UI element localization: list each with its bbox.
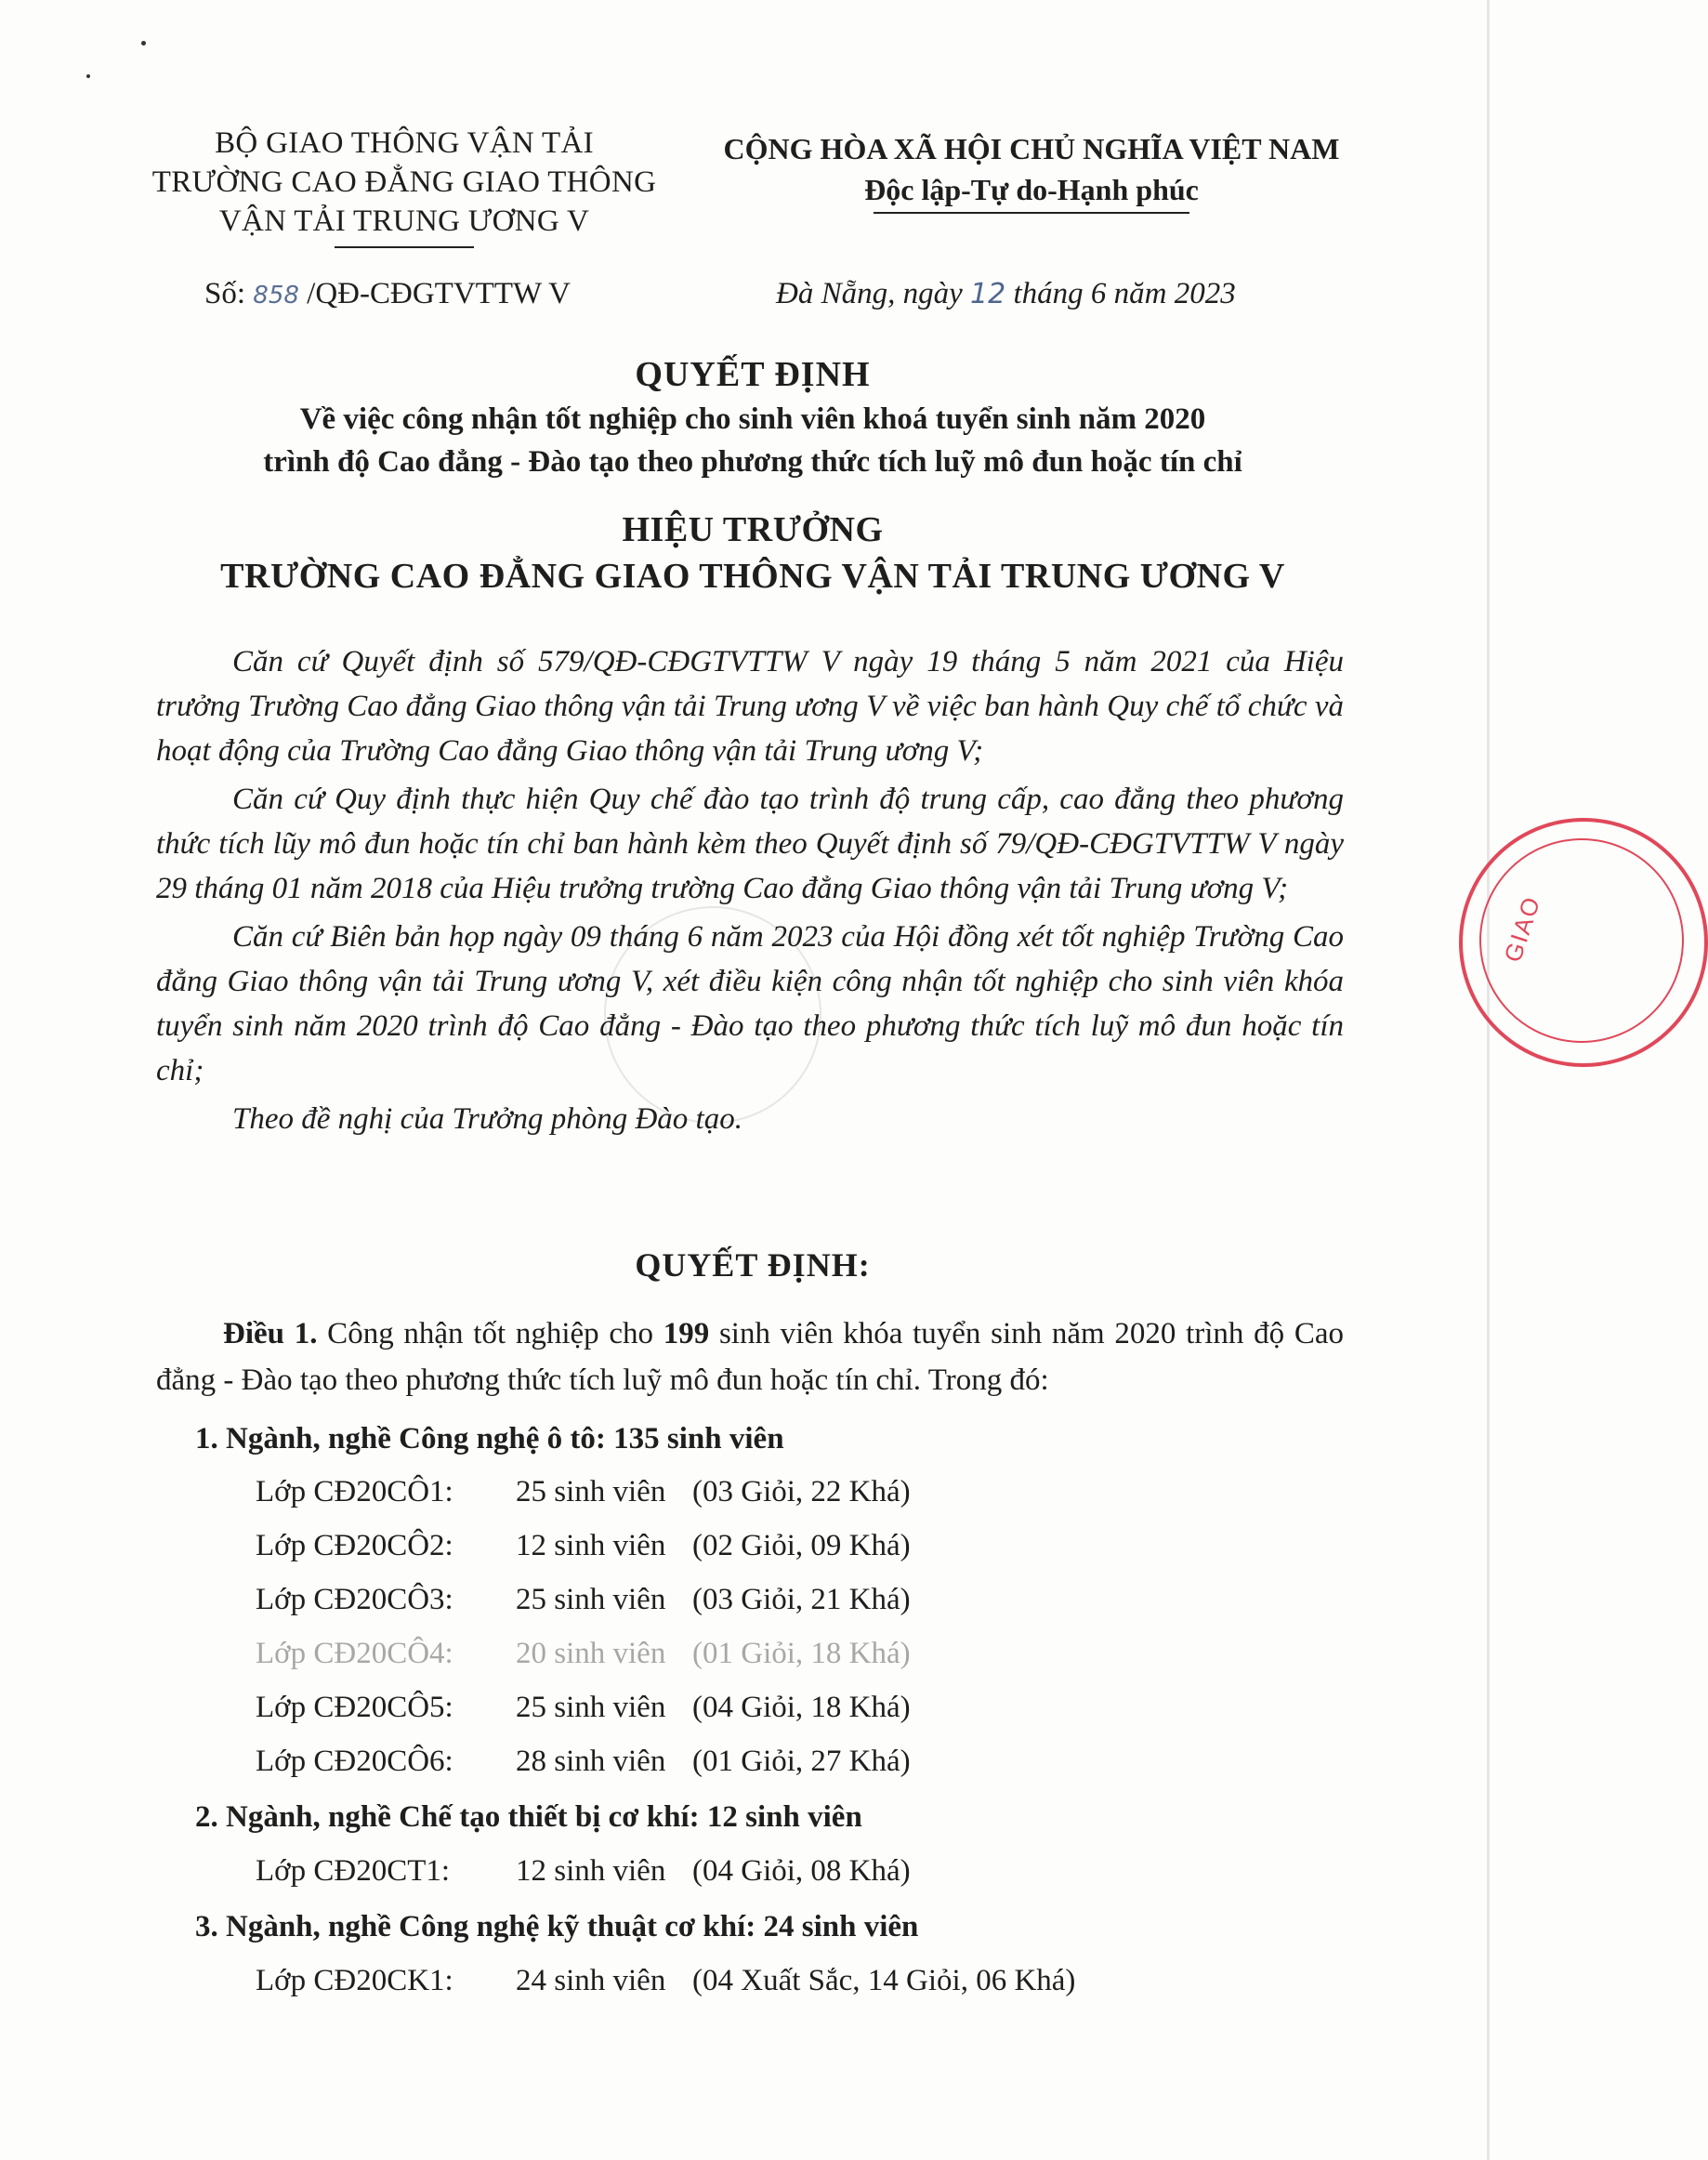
class-name: Lớp CĐ20CÔ2: <box>256 1529 453 1562</box>
class-detail: (02 Giỏi, 09 Khá) <box>692 1529 911 1562</box>
class-count: 12 sinh viên <box>516 1529 666 1562</box>
article-text: sinh viên khóa tuyển sinh năm 2020 trình độ Cao đẳng - Đào tạo theo phương thức tích luỹ mô đun hoặc tín chỉ. Trong đó: <box>156 1317 1344 1397</box>
motto-underline <box>874 212 1189 214</box>
date-prefix: Đà Nẵng, ngày <box>776 277 970 310</box>
major-heading: 2. Ngành, nghề Chế tạo thiết bị cơ khí: 12 sinh viên <box>195 1800 862 1834</box>
seal-text: GIAO <box>1498 891 1546 966</box>
republic-name: CỘNG HÒA XÃ HỘI CHỦ NGHĨA VIỆT NAM <box>723 132 1340 165</box>
graduate-count: 199 <box>663 1317 710 1350</box>
article-text: Công nhận tốt nghiệp cho <box>317 1317 663 1350</box>
issuing-authority <box>125 124 683 248</box>
class-name: Lớp CĐ20CK1: <box>256 1964 453 1997</box>
preamble-paragraph: Căn cứ Quyết định số 579/QĐ-CĐGTVTTW V ngày 19 tháng 5 năm 2021 của Hiệu trưởng Trường Cao đẳng Giao thông vận tải Trung ương V về việc ban hành Quy chế tổ chức và hoạt động của Trường Cao đẳng Giao thông vận tải Trung ương V; <box>156 645 1344 768</box>
class-count: 28 sinh viên <box>516 1745 666 1778</box>
national-heading <box>706 128 1357 214</box>
preamble-paragraph: Theo đề nghị của Trưởng phòng Đào tạo. <box>232 1102 742 1136</box>
date-day-handwritten: 12 <box>970 278 1006 310</box>
class-name: Lớp CĐ20CÔ3: <box>256 1583 453 1616</box>
class-count: 25 sinh viên <box>516 1475 666 1508</box>
class-detail: (01 Giỏi, 18 Khá) <box>692 1637 911 1670</box>
class-count: 20 sinh viên <box>516 1637 666 1670</box>
doc-number-suffix: /QĐ-CĐGTVTTW V <box>298 277 572 310</box>
major-heading: 3. Ngành, nghề Công nghệ kỹ thuật cơ khí: 24 sinh viên <box>195 1910 919 1943</box>
scan-speck <box>141 41 146 46</box>
national-motto: Độc lập-Tự do-Hạnh phúc <box>864 173 1199 206</box>
class-name: Lớp CĐ20CÔ4: <box>256 1637 453 1670</box>
class-detail: (04 Xuất Sắc, 14 Giỏi, 06 Khá) <box>692 1964 1076 1997</box>
class-name: Lớp CĐ20CÔ6: <box>256 1745 453 1778</box>
article-label: Điều 1. <box>223 1317 318 1350</box>
class-count: 12 sinh viên <box>516 1854 666 1888</box>
class-detail: (04 Giỏi, 08 Khá) <box>692 1854 911 1888</box>
authority-title: HIỆU TRƯỞNG <box>622 510 884 549</box>
school-name-line1: TRƯỜNG CAO ĐẲNG GIAO THÔNG <box>151 165 657 199</box>
title-subject-line1: Về việc công nhận tốt nghiệp cho sinh viên khoá tuyển sinh năm 2020 <box>299 402 1206 436</box>
preamble-paragraph: Căn cứ Quy định thực hiện Quy chế đào tạo trình độ trung cấp, cao đẳng theo phương thức tích lũy mô đun hoặc tín chỉ ban hành kèm theo Quyết định số 79/QĐ-CĐGTVTTW V ngày 29 tháng 01 năm 2018 của Hiệu trưởng trường Cao đẳng Giao thông vận tải Trung ương V; <box>156 783 1344 905</box>
class-detail: (04 Giỏi, 18 Khá) <box>692 1691 911 1724</box>
ministry-name: BỘ GIAO THÔNG VẬN TẢI <box>215 126 594 160</box>
header-underline <box>335 246 474 248</box>
class-detail: (01 Giỏi, 27 Khá) <box>692 1745 911 1778</box>
school-name-line2: VẬN TẢI TRUNG ƯƠNG V <box>218 204 590 238</box>
major-heading: 1. Ngành, nghề Công nghệ ô tô: 135 sinh viên <box>195 1422 784 1455</box>
class-name: Lớp CĐ20CÔ5: <box>256 1691 453 1724</box>
class-count: 24 sinh viên <box>516 1964 666 1997</box>
preamble <box>156 639 1344 1145</box>
class-count: 25 sinh viên <box>516 1583 666 1616</box>
article-1 <box>156 1310 1344 1403</box>
official-seal <box>1459 818 1708 1067</box>
title-main: QUYẾT ĐỊNH <box>635 355 871 394</box>
class-name: Lớp CĐ20CT1: <box>256 1854 451 1888</box>
date-suffix: tháng 6 năm 2023 <box>1005 277 1236 310</box>
doc-number-prefix: Số: <box>204 277 254 310</box>
class-count: 25 sinh viên <box>516 1691 666 1724</box>
decision-title <box>112 351 1394 483</box>
document-number <box>204 277 571 311</box>
scan-speck <box>86 74 90 78</box>
title-subject-line2: trình độ Cao đẳng - Đào tạo theo phương thức tích luỹ mô đun hoặc tín chỉ <box>263 445 1242 479</box>
signing-authority <box>112 507 1394 599</box>
class-detail: (03 Giỏi, 22 Khá) <box>692 1475 911 1508</box>
decision-heading: QUYẾT ĐỊNH: <box>635 1246 871 1284</box>
doc-number-handwritten: 858 <box>253 282 299 310</box>
document-date <box>776 277 1236 311</box>
preamble-paragraph: Căn cứ Biên bản họp ngày 09 tháng 6 năm 2023 của Hội đồng xét tốt nghiệp Trường Cao đẳng Giao thông vận tải Trung ương V, xét điều kiện công nhận tốt nghiệp cho sinh viên khóa tuyển sinh năm 2020 trình độ Cao đẳng - Đào tạo theo phương thức tích luỹ mô đun hoặc tín chỉ; <box>156 920 1344 1087</box>
scan-edge <box>1487 0 1490 2160</box>
authority-school: TRƯỜNG CAO ĐẲNG GIAO THÔNG VẬN TẢI TRUNG ƯƠNG V <box>220 557 1285 596</box>
class-detail: (03 Giỏi, 21 Khá) <box>692 1583 911 1616</box>
class-name: Lớp CĐ20CÔ1: <box>256 1475 453 1508</box>
